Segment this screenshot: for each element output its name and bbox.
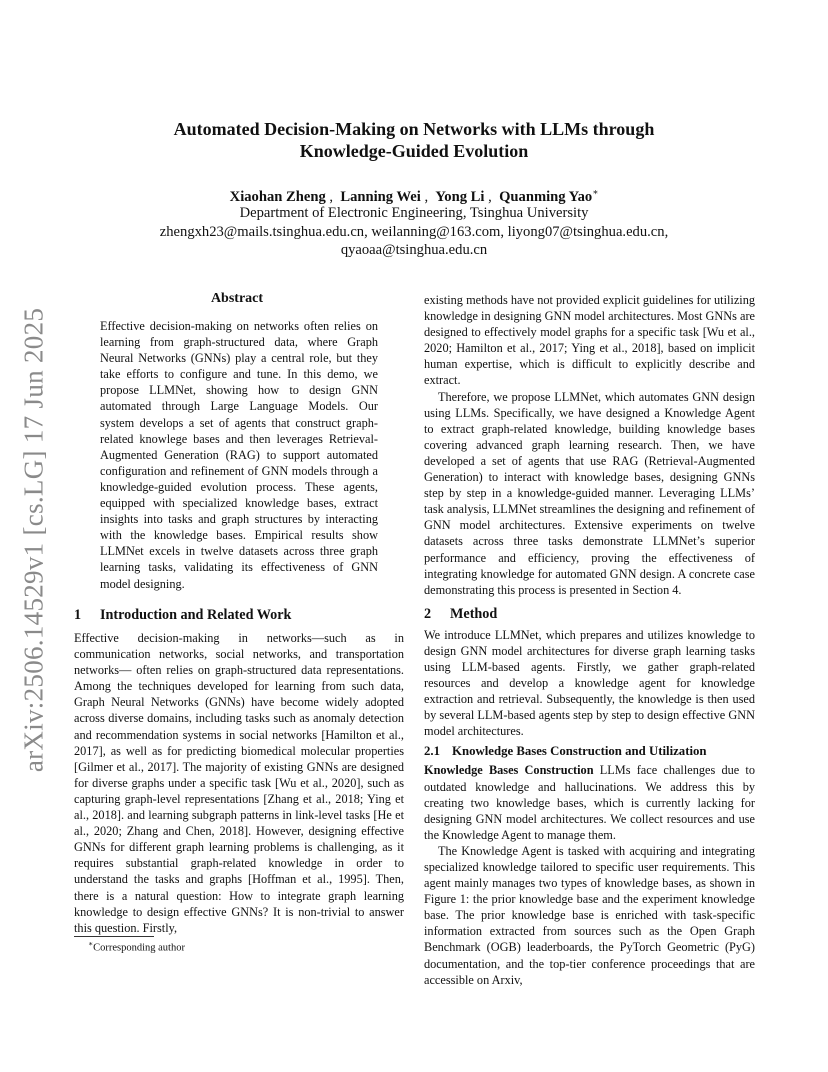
abstract-text: Effective decision-making on networks often relies on learning from graph-structured data, where Graph Neural Networks (GNNs) play a central role, but they take efforts to configure and tune. In this demo, we propose LLMNet, showing how to design GNN automated through Large Language Models. Our system develops a set of agents that construct graph-related knowlege bases and then leverages Retrieval-Augmented Generation (RAG) to support automated configuration and refinement of GNN models through a knowledge-guided evolution process. These agents, equipped with specialized knowledge bases, extract insights into tasks and graph structures by interacting with the knowledge bases. Empirical results show LLMNet excels in twelve datasets across three graph learning tasks, validating its effectiveness of GNN model designing. bbox=[100, 319, 378, 591]
section-number: 1 bbox=[74, 607, 82, 623]
author-list: Xiaohan Zheng , Lanning Wei , Yong Li , Quanming Yao∗ bbox=[229, 187, 599, 205]
arxiv-identifier-text: arXiv:2506.14529v1 [cs.LG] 17 Jun 2025 bbox=[18, 307, 49, 773]
author-emails bbox=[100, 223, 728, 259]
title-line: Knowledge-Guided Evolution bbox=[299, 141, 529, 161]
affiliation: Department of Electronic Engineering, Tsinghua University bbox=[239, 205, 589, 221]
right-column bbox=[424, 292, 755, 988]
footnote-text: Corresponding author bbox=[93, 942, 185, 954]
author-name: Xiaohan Zheng bbox=[229, 188, 326, 205]
section-1-paragraph: existing methods have not provided explicit guidelines for utilizing knowledge in designing GNN model architectures. Most GNNs are designed to effectively model graphs for a specific task [Wu et al., 2020; Hamilton et al., 2017; Ying et al., 2018], based on implicit human expertise, which is difficult to explicitly describe and extract. bbox=[424, 293, 755, 388]
arxiv-identifier-stamp bbox=[18, 305, 50, 775]
title-line: Automated Decision-Making on Networks with LLMs through bbox=[173, 119, 655, 139]
author-name: Quanming Yao bbox=[499, 188, 593, 205]
section-1-block bbox=[74, 606, 404, 936]
abstract-heading: Abstract bbox=[210, 291, 264, 306]
email-line: qyaoaa@tsinghua.edu.cn bbox=[340, 242, 488, 258]
section-2-paragraph: We introduce LLMNet, which prepares and utilizes knowledge to design GNN model architectures for diverse graph learning tasks using LLM-based agents. Firstly, we gather graph-related resources and develop a knowledge agent for knowledge extraction and retrieval. Subsequently, the knowledge is then used by several LLM-based agents step by step to design effective GNN model architectures. bbox=[424, 627, 755, 739]
section-1-paragraph: Therefore, we propose LLMNet, which automates GNN design using LLMs. Specifically, we have designed a Knowledge Agent to extract graph-related knowledge, building knowledge bases covering advanced graph learning research. Then, we have developed a set of agents that use RAG (Retrieval-Augmented Generation) to interact with knowledge bases, designing GNNs step by step in a knowledge-guided manner. Leveraging LLMs’ task analysis, LLMNet streamlines the designing and refinement of GNN model architectures. Extensive experiments on twelve datasets across three tasks demonstrate LLMNet’s superior performance and efficiency, proving the effectiveness of integrating knowledge for automated GNN design. A concrete case demonstrating this process is presented in Section 4. bbox=[424, 389, 755, 597]
section-title: Method bbox=[450, 605, 498, 622]
subsection-paragraph: The Knowledge Agent is tasked with acquiring and integrating specialized knowledge tailored to specific user requirements. This agent mainly manages two types of knowledge bases, as shown in Figure 1: the prior knowledge base and the experiment knowledge base. The prior knowledge base is enriched with task-specific information extracted from sources such as the Open Graph Benchmark (OGB) leaderboards, the PyTorch Geometric (PyG) documentation, and the top-tier conference proceedings that are accessible on Arxiv, bbox=[424, 843, 755, 987]
section-title: Introduction and Related Work bbox=[100, 607, 292, 623]
email-line: zhengxh23@mails.tsinghua.edu.cn, weilanning@163.com, liyong07@tsinghua.edu.cn, bbox=[159, 224, 669, 240]
section-heading bbox=[424, 605, 755, 623]
corresponding-author-mark: ∗ bbox=[592, 187, 599, 197]
subsection-paragraph bbox=[424, 762, 755, 842]
footnote bbox=[88, 939, 185, 954]
paragraph-text: LLMs face challenges due to outdated knowledge and hallucinations. We address this by creating two knowledge bases, which is currently lacking for designing GNN model architectures. We collect resources and use the Knowledge Agent to manage them. bbox=[424, 763, 755, 842]
section-number: 2 bbox=[424, 605, 432, 622]
subsection-heading bbox=[424, 743, 755, 760]
author-name: Lanning Wei bbox=[340, 188, 421, 205]
footnote-divider bbox=[74, 936, 154, 937]
author-name: Yong Li bbox=[435, 188, 485, 205]
subsection-title: Knowledge Bases Construction and Utilization bbox=[452, 744, 707, 759]
footnote-mark: ∗ bbox=[88, 939, 94, 948]
section-1-paragraph: Effective decision-making in networks—such as in communication networks, social networks, and transportation networks— often relies on graph-structured data representations. Among the techniques developed for learning from such data, Graph Neural Networks (GNNs) have become widely adopted across diverse domains, including tasks such as anomaly detection and recommendation systems in social networks [Hamilton et al., 2017], as well as for predicting biomedical molecular properties [Gilmer et al., 2017]. The majority of existing GNNs are designed for diverse graphs under a specific task [Wu et al., 2020], such as capturing graph-level representations [Zhang et al., 2018; Ying et al., 2018]. and learning subgraph patterns in link-level tasks [He et al., 2020; Zhang and Chen, 2018]. However, designing effective GNNs for different graph learning problems is challenging, as it requires substantial graph-related knowledge in order to understand the tasks and graphs [Hoffman et al., 1995]. Then, there is a natural question: How to integrate graph learning knowledge to design effective GNNs? It is non-trivial to answer this question. Firstly, bbox=[74, 631, 404, 935]
section-heading bbox=[74, 606, 404, 624]
paper-title bbox=[100, 118, 728, 162]
paragraph-runin-heading: Knowledge Bases Construction bbox=[424, 763, 594, 778]
subsection-number: 2.1 bbox=[424, 744, 440, 759]
